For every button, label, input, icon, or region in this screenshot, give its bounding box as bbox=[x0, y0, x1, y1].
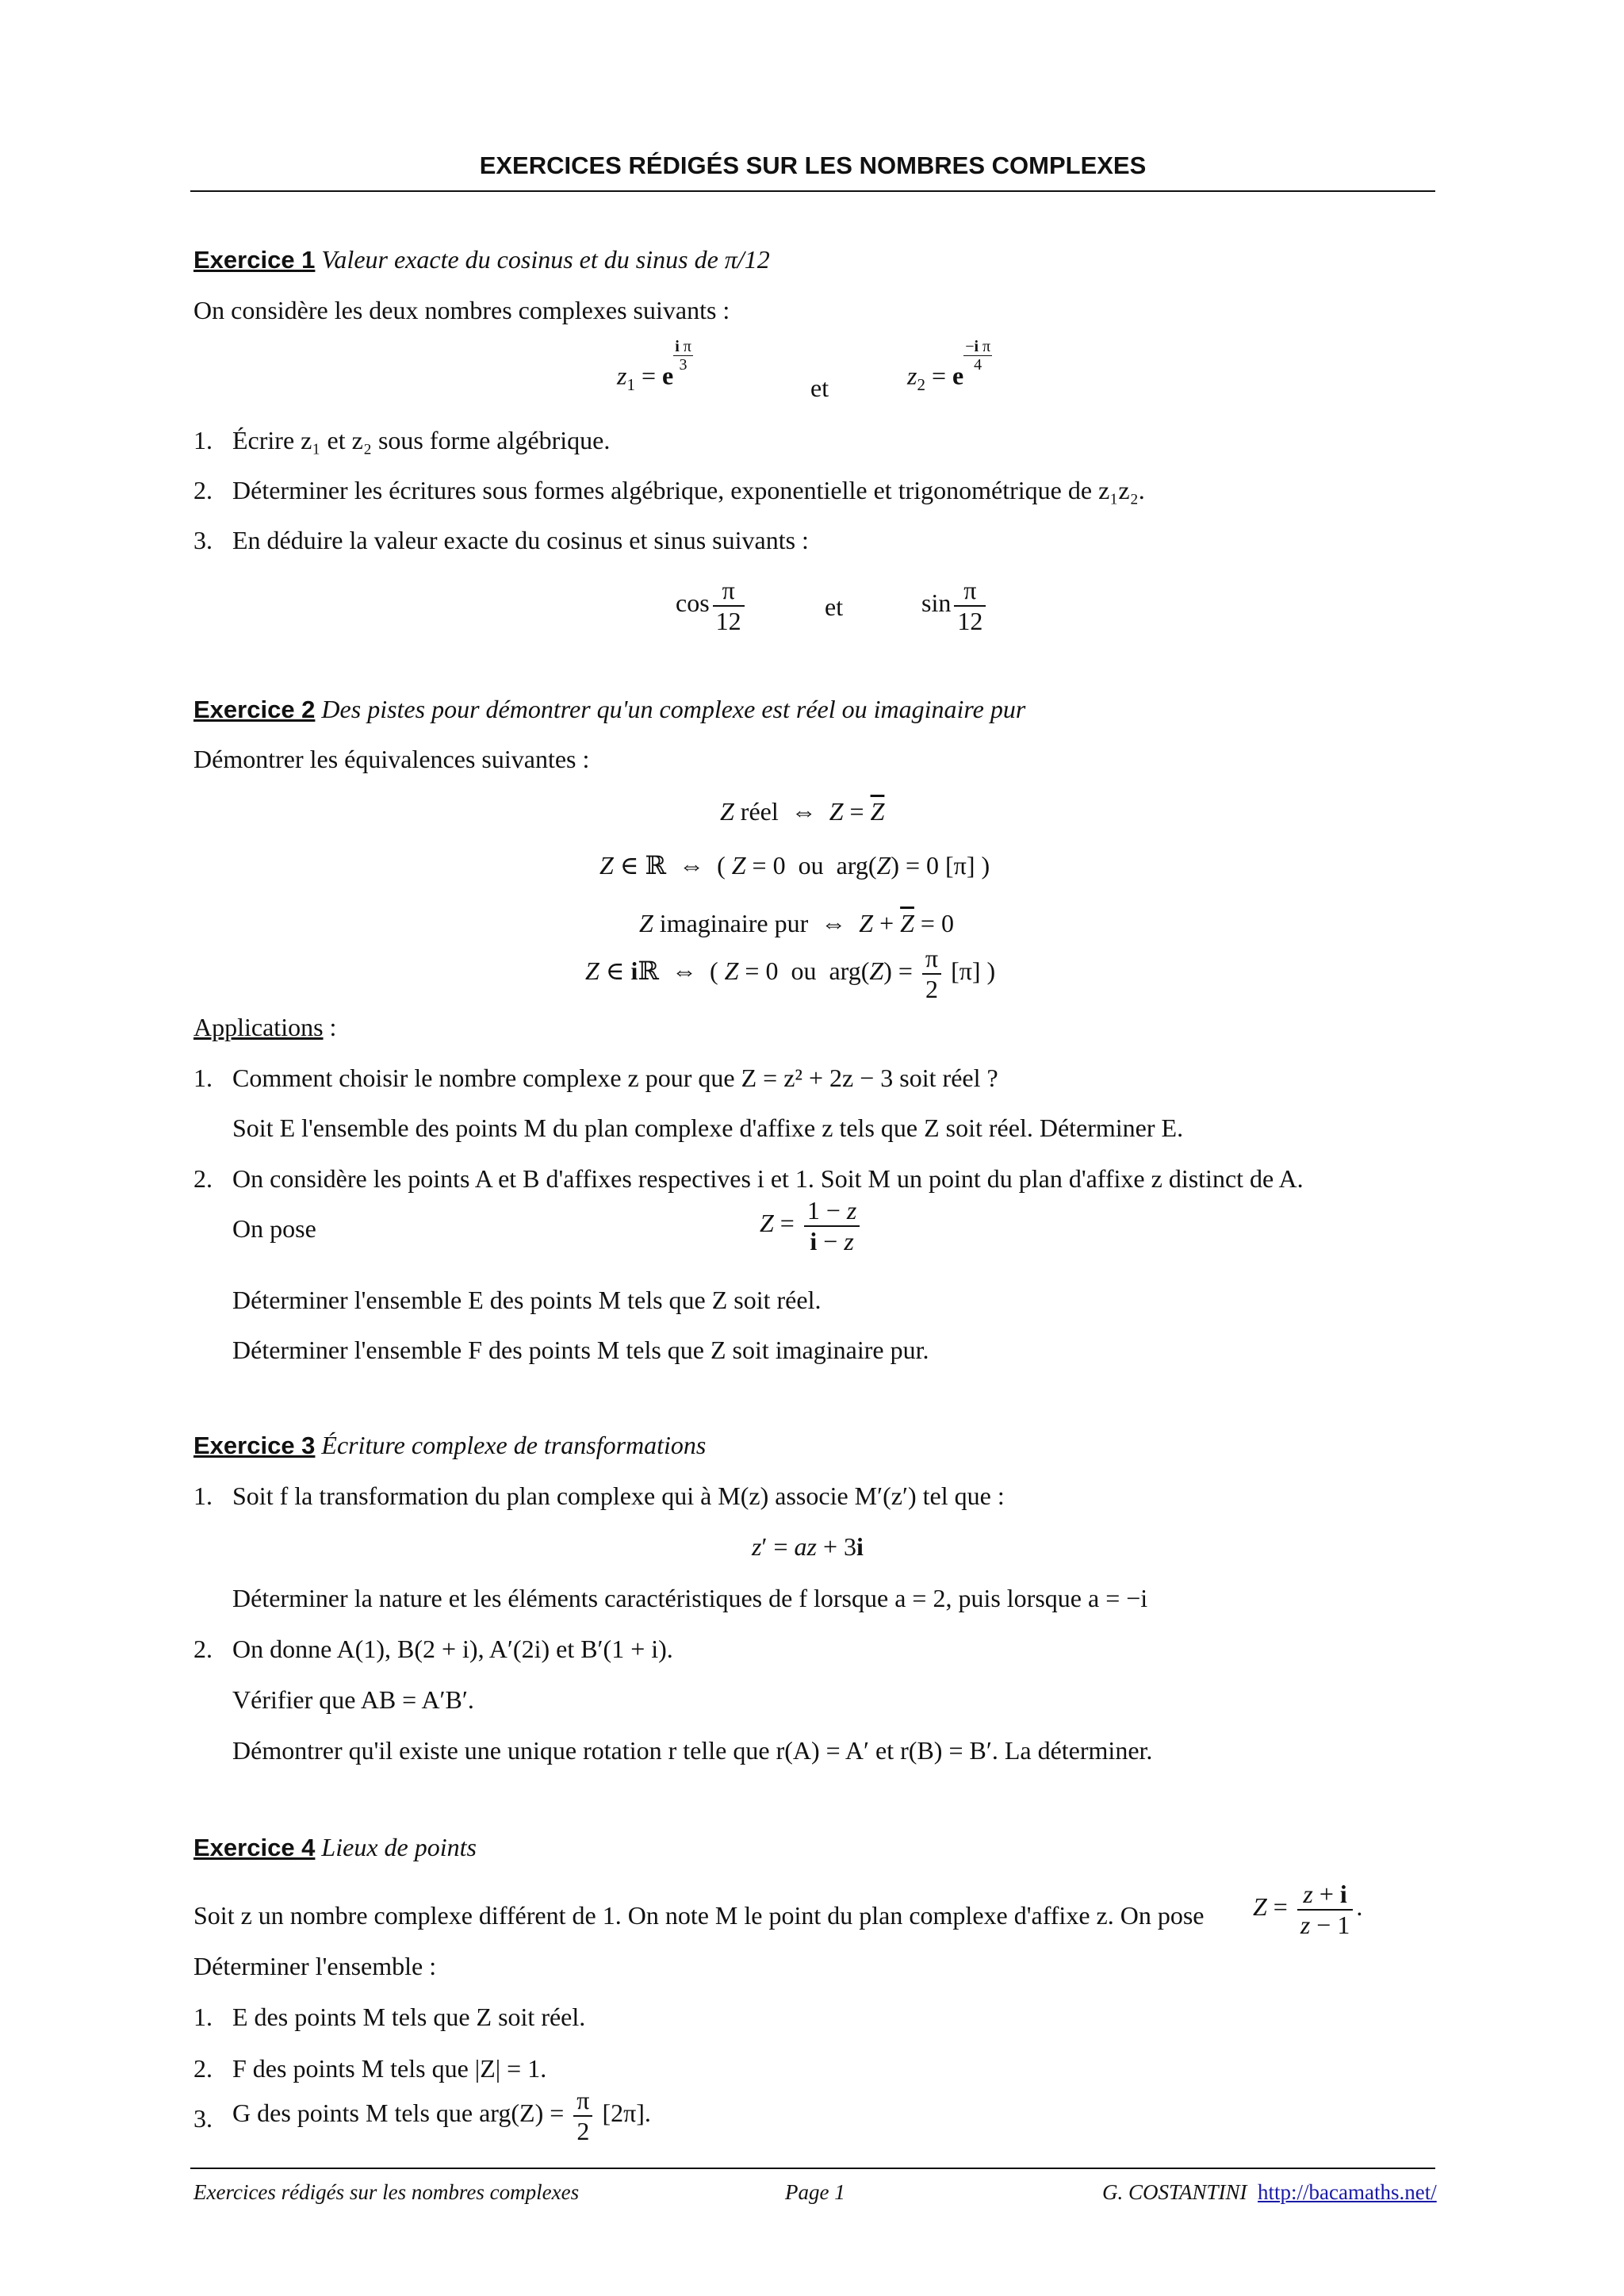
exercise-4-intro: Soit z un nombre complexe différent de 1. On note M le point du plan complexe d'affixe z. On pose bbox=[193, 1901, 1205, 1930]
ex4-question-2: F des points M tels que |Z| = 1. bbox=[232, 2054, 547, 2083]
exercise-2-subtitle: Des pistes pour démontrer qu'un complexe est réel ou imaginaire pur bbox=[321, 695, 1026, 723]
equivalence-3: Z imaginaire pur ⇔ $Z + \overline{Z} = 0$ bbox=[639, 909, 954, 937]
applications-heading: Applications : bbox=[193, 1013, 337, 1041]
and-label: et bbox=[810, 374, 829, 402]
exercise-2-intro: Démontrer les équivalences suivantes : bbox=[193, 745, 590, 773]
ex1-question-3: En déduire la valeur exacte du cosinus et sinus suivants : bbox=[232, 526, 809, 554]
exercise-3-heading bbox=[193, 1430, 706, 1460]
ex3-question-2a: Vérifier que AB = A′B′. bbox=[232, 1685, 474, 1714]
ex3-q1-number: 1. bbox=[193, 1481, 213, 1510]
ex1-q3-number: 3. bbox=[193, 526, 213, 554]
ex4-question-3: G des points M tels que arg(Z) = $\frac{\pi}{2}$ [2π]. bbox=[232, 2086, 651, 2145]
exercise-2-heading bbox=[193, 694, 1025, 724]
exercise-2-label: Exercice 2 bbox=[193, 696, 316, 723]
exercise-4-label: Exercice 4 bbox=[193, 1834, 316, 1861]
ex1-q1-number: 1. bbox=[193, 426, 213, 454]
footer-left: Exercices rédigés sur les nombres complexes bbox=[193, 2180, 580, 2204]
exercise-4-heading bbox=[193, 1832, 477, 1862]
exercise-1-label: Exercice 1 bbox=[193, 246, 316, 274]
footer-author: G. COSTANTINI http://bacamaths.net/ bbox=[1102, 2180, 1437, 2204]
exercise-1-subtitle: Valeur exacte du cosinus et du sinus de π/12 bbox=[321, 245, 770, 274]
ex1-question-2: Déterminer les écritures sous formes algébrique, exponentielle et trigonométrique de z₁z₂. bbox=[232, 476, 1145, 504]
ex4-q3-number: 3. bbox=[193, 2104, 213, 2133]
ex4-question-1: E des points M tels que Z soit réel. bbox=[232, 2003, 586, 2031]
page-title: EXERCICES RÉDIGÉS SUR LES NOMBRES COMPLEXES bbox=[479, 151, 1147, 179]
exercise-4-subtitle: Lieux de points bbox=[321, 1833, 477, 1861]
ex2-question-1b: Soit E l'ensemble des points M du plan complexe d'affixe z tels que Z soit réel. Déterminer E. bbox=[232, 1114, 1184, 1142]
ex4-q2-number: 2. bbox=[193, 2054, 213, 2083]
equivalence-1: Z réel ⇔ $Z = \overline{Z}$ bbox=[720, 797, 885, 826]
exercise-1-heading bbox=[193, 244, 770, 274]
ex2-on-pose: On pose bbox=[232, 1214, 316, 1243]
footer-page-number: Page 1 bbox=[785, 2180, 845, 2204]
ex3-question-2b: Démontrer qu'il existe une unique rotation r telle que r(A) = A′ et r(B) = B′. La déterminer. bbox=[232, 1736, 1153, 1765]
footer-link[interactable]: http://bacamaths.net/ bbox=[1258, 2180, 1437, 2204]
ex2-q2-number: 2. bbox=[193, 1164, 213, 1193]
title-rule bbox=[190, 190, 1435, 192]
z-definition-fraction: Z = $\frac{1 - z}{i - z}$ bbox=[760, 1196, 863, 1256]
sin-pi-12: sin $\frac{\pi}{12}$ bbox=[921, 576, 989, 636]
ex3-q2-number: 2. bbox=[193, 1635, 213, 1663]
transformation-formula: z′ = az + 3i bbox=[752, 1532, 864, 1561]
equivalence-4: Z ∈ iℝ ⇔ ( Z = 0 ou arg(Z) = $\frac{\pi}{2}$ [π] ) bbox=[585, 944, 996, 1003]
ex2-question-2b: Déterminer l'ensemble F des points M tels que Z soit imaginaire pur. bbox=[232, 1336, 929, 1364]
ex3-question-1: Soit f la transformation du plan complexe qui à M(z) associe M′(z′) tel que : bbox=[232, 1481, 1005, 1510]
ex4-z-fraction: Z = $\frac{z + i}{z - 1}$ . bbox=[1253, 1880, 1363, 1939]
ex1-question-1: Écrire z₁ et z₂ sous forme algébrique. bbox=[232, 426, 611, 454]
ex2-q1-number: 1. bbox=[193, 1064, 213, 1092]
exercise-1-intro: On considère les deux nombres complexes suivants : bbox=[193, 296, 730, 324]
equivalence-2: Z ∈ ℝ ⇔ ( Z = 0 ou arg(Z) = 0 [π] ) bbox=[599, 851, 990, 880]
ex2-question-1: Comment choisir le nombre complexe z pour que Z = z² + 2z − 3 soit réel ? bbox=[232, 1064, 998, 1092]
and-label-2: et bbox=[825, 592, 844, 621]
exercise-3-label: Exercice 3 bbox=[193, 1432, 316, 1459]
z1-definition: $z_1 = e$ $\frac{\text{i π}}{3}$ bbox=[617, 338, 691, 394]
exercise-3-subtitle: Écriture complexe de transformations bbox=[321, 1431, 707, 1459]
cos-pi-12: cos $\frac{\pi}{12}$ bbox=[676, 576, 748, 636]
ex2-question-2: On considère les points A et B d'affixes respectives i et 1. Soit M un point du plan d'affixe z distinct de A. bbox=[232, 1164, 1304, 1193]
footer-rule bbox=[190, 2168, 1435, 2169]
ex3-question-1b: Déterminer la nature et les éléments caractéristiques de f lorsque a = 2, puis lorsque a = −i bbox=[232, 1584, 1148, 1612]
exercise-4-determine: Déterminer l'ensemble : bbox=[193, 1952, 437, 1980]
ex1-q2-number: 2. bbox=[193, 476, 213, 504]
ex3-question-2: On donne A(1), B(2 + i), A′(2i) et B′(1 + i). bbox=[232, 1635, 673, 1663]
ex4-q1-number: 1. bbox=[193, 2003, 213, 2031]
ex2-question-2a: Déterminer l'ensemble E des points M tels que Z soit réel. bbox=[232, 1286, 822, 1314]
z2-definition: $z_2 = e$ $\frac{\text{−i π}}{4}$ bbox=[907, 338, 991, 394]
